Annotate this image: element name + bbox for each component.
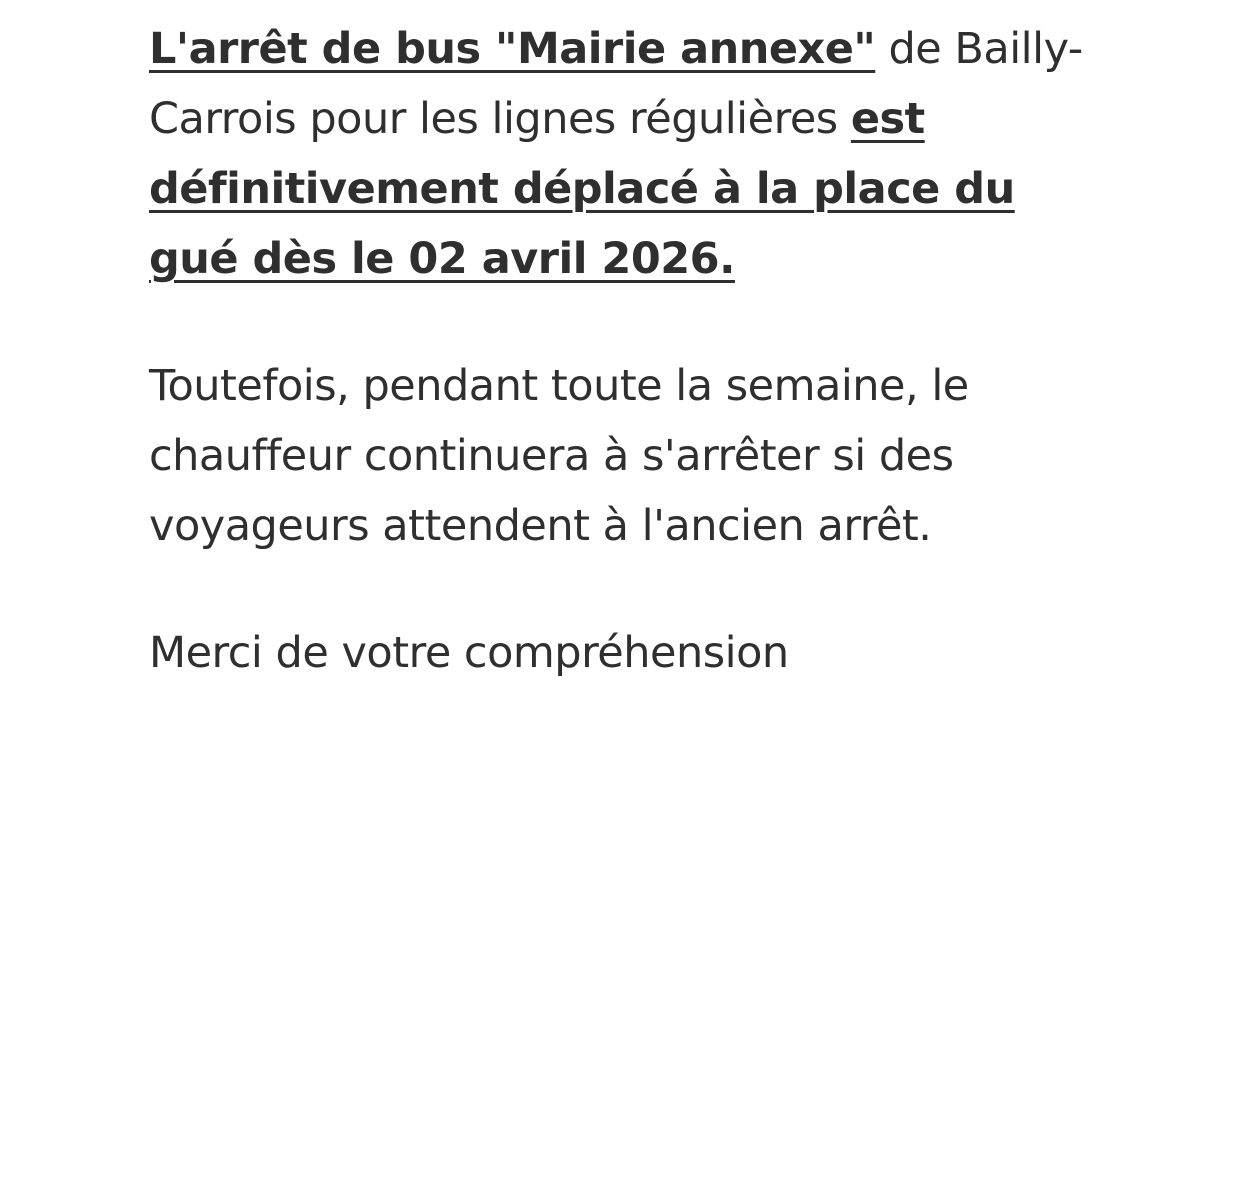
bus-stop-notice	[149, 14, 1109, 688]
notice-text-location: de Bailly-Carrois pour les lignes régulières	[149, 24, 1083, 144]
notice-paragraph-relocation	[149, 14, 1109, 294]
relocation-statement: est définitivement déplacé à la place du gué dès le 02 avril 2026.	[149, 94, 1015, 284]
notice-paragraph-transition: Toutefois, pendant toute la semaine, le chauffeur continuera à s'arrêter si des voyageurs attendent à l'ancien arrêt.	[149, 361, 969, 551]
bus-stop-name: L'arrêt de bus "Mairie annexe"	[149, 24, 876, 74]
notice-closing: Merci de votre compréhension	[149, 628, 789, 678]
